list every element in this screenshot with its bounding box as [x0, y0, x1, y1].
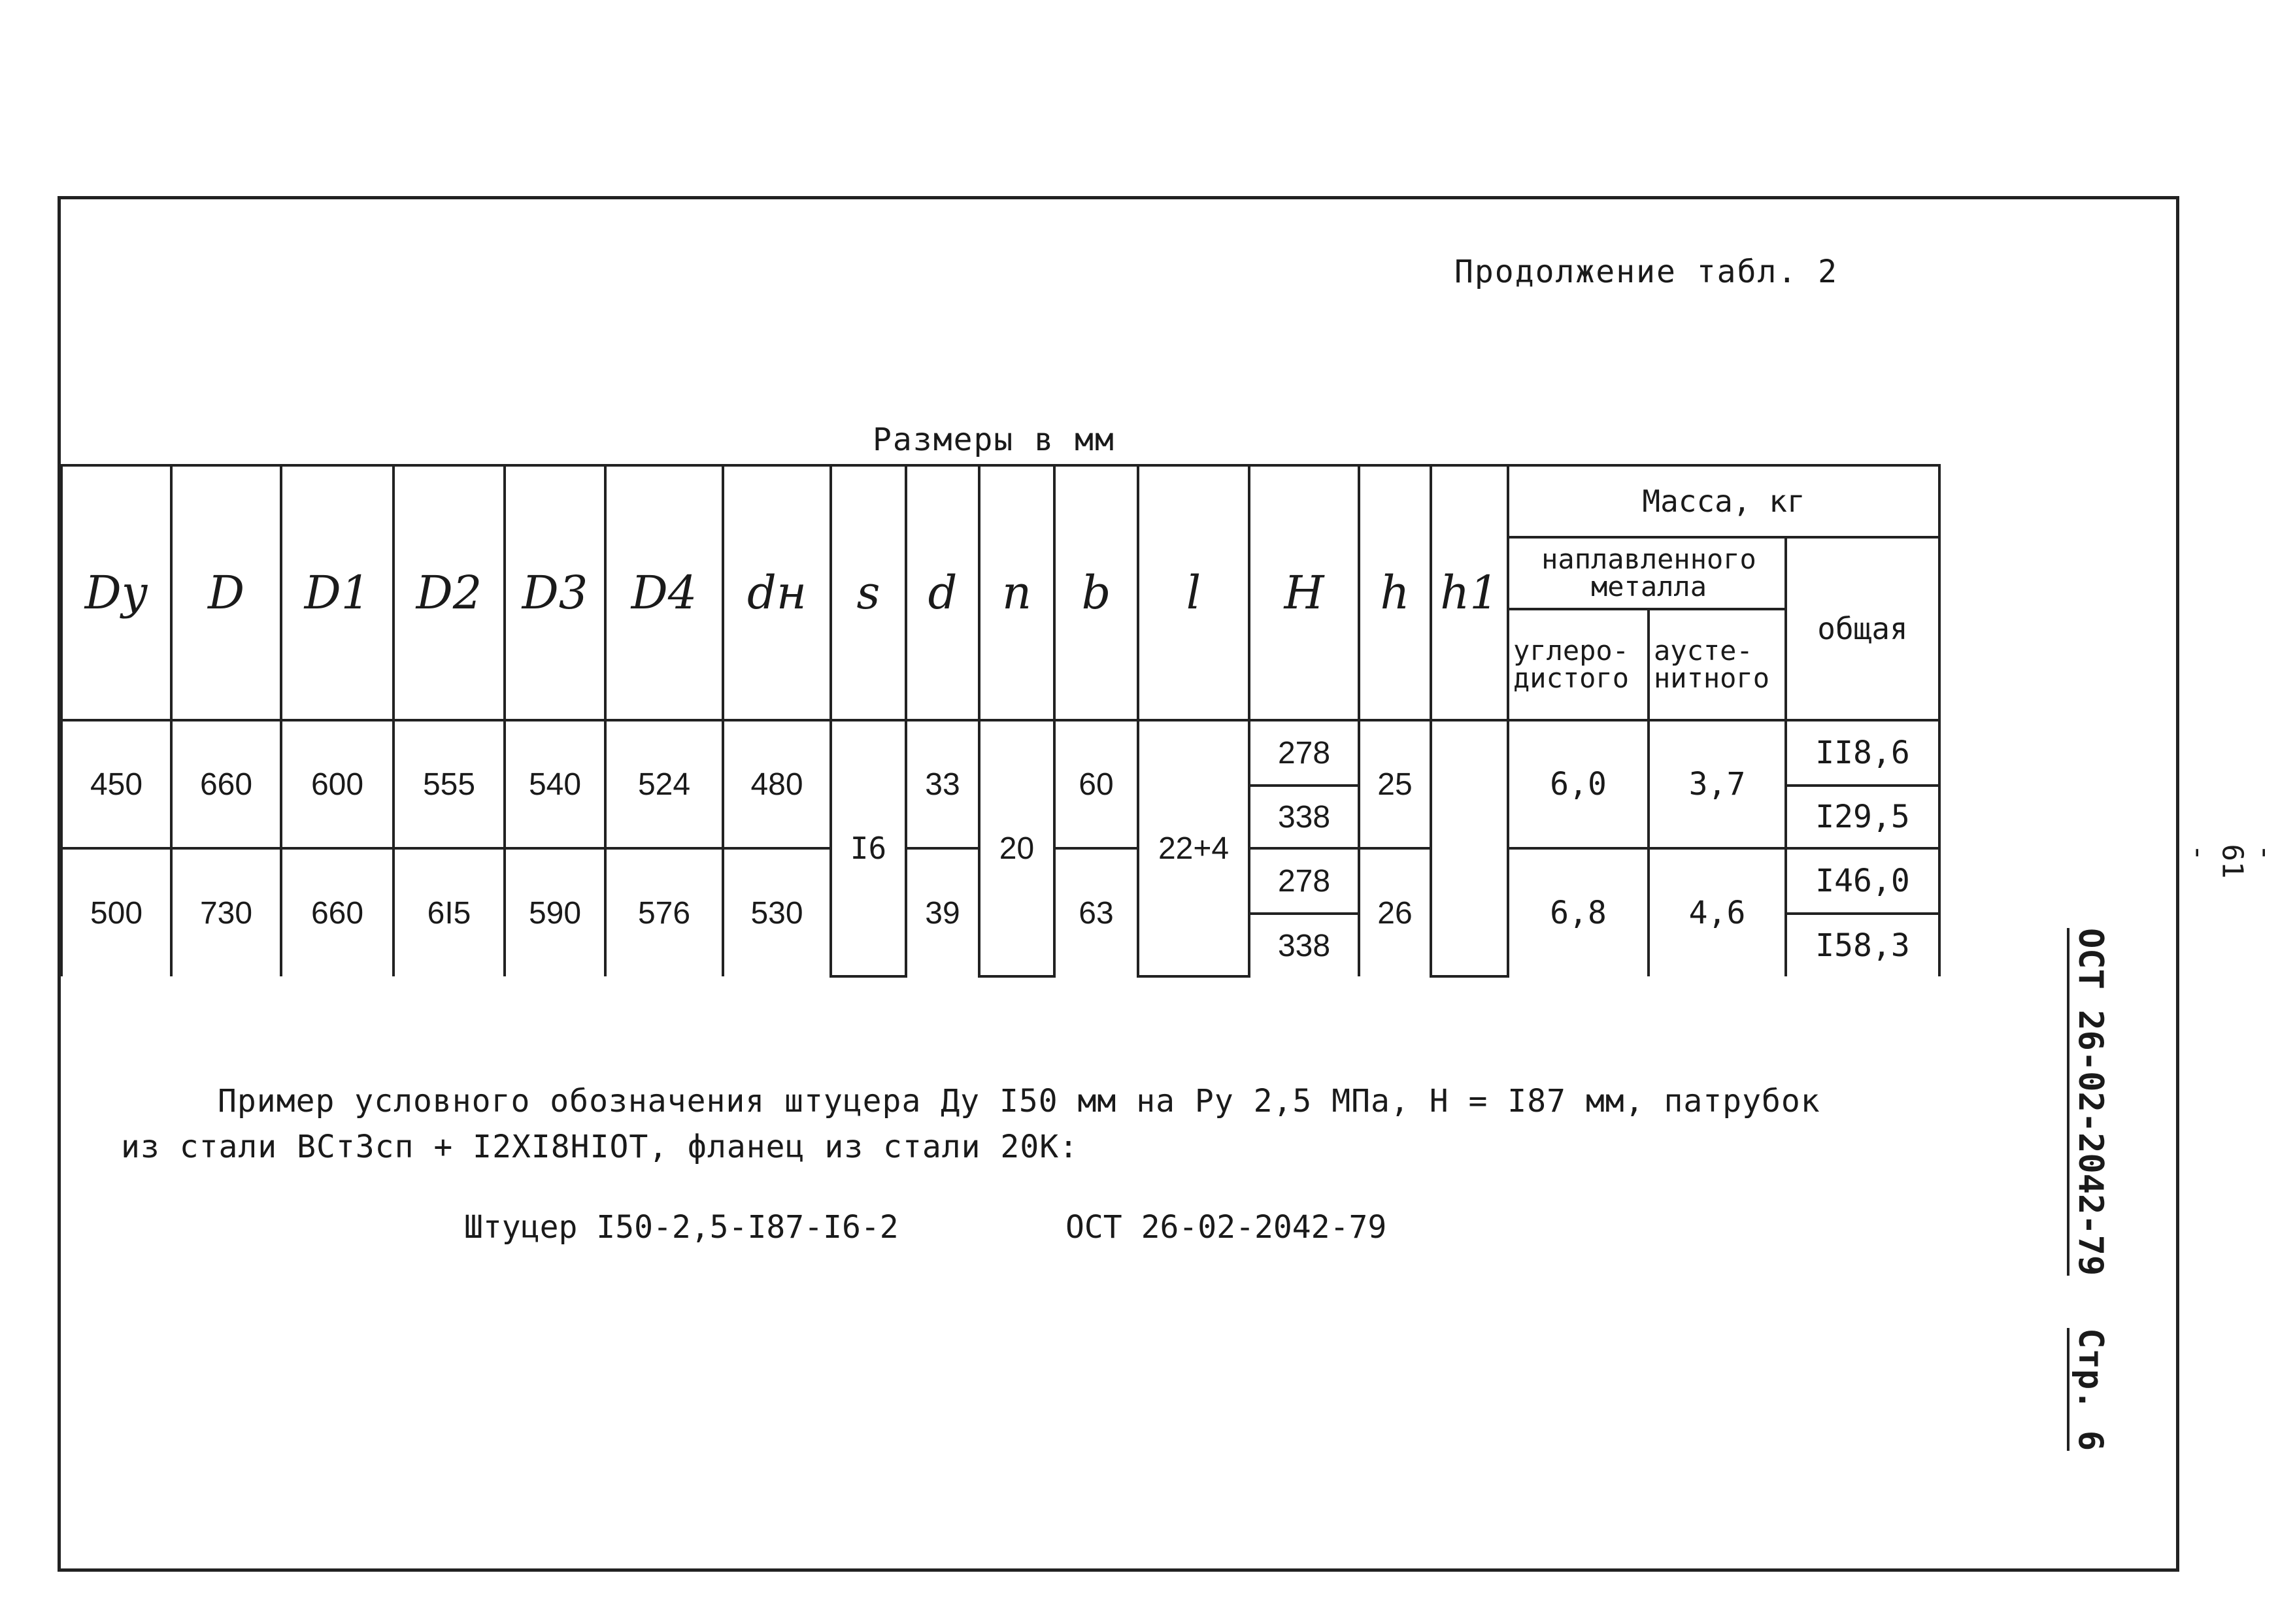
col-b: b [1054, 465, 1138, 720]
example-line-2: из стали ВСт3сп + I2XI8HIOT, фланец из стали 20К: [121, 1129, 1079, 1165]
cell-d: 33 [906, 720, 979, 848]
cell-n: 20 [979, 720, 1054, 976]
cell-D1: 600 [281, 720, 394, 848]
cell-D1: 660 [281, 848, 394, 976]
mass-header: Масса, кг [1508, 465, 1939, 537]
cell-H: 338 [1249, 786, 1359, 848]
cell-austenitic-mass: 3,7 [1649, 720, 1786, 848]
col-n: n [979, 465, 1054, 720]
cell-D4: 576 [605, 848, 723, 976]
cell-total-mass: II8,6 [1786, 720, 1939, 786]
cell-d: 39 [906, 848, 979, 976]
designation-code: Штуцер I50-2,5-I87-I6-2 [464, 1209, 899, 1246]
cell-l: 22+4 [1138, 720, 1249, 976]
col-l: l [1138, 465, 1249, 720]
col-dn: dн [723, 465, 831, 720]
cell-H: 278 [1249, 720, 1359, 786]
cell-D2: 6I5 [394, 848, 505, 976]
col-H: H [1249, 465, 1359, 720]
cell-b: 63 [1054, 848, 1138, 976]
cell-total-mass: I46,0 [1786, 848, 1939, 914]
cell-Dy: 450 [61, 720, 171, 848]
table-row [61, 720, 1939, 786]
col-h1: h1 [1431, 465, 1508, 720]
side-stamp [2059, 928, 2118, 1549]
designation-example [121, 1078, 1820, 1170]
side-page-number: Стр. 6 [2067, 1328, 2110, 1451]
cell-D2: 555 [394, 720, 505, 848]
table-continuation-label: Продолжение табл. 2 [1454, 254, 1839, 290]
designation-standard: ОСТ 26-02-2042-79 [1065, 1209, 1387, 1246]
cell-h1 [1431, 720, 1508, 976]
col-D3: D3 [505, 465, 605, 720]
page-number [2182, 814, 2283, 879]
cell-carbon-mass: 6,8 [1508, 848, 1649, 976]
cell-h: 26 [1359, 848, 1431, 976]
cell-h: 25 [1359, 720, 1431, 848]
cell-b: 60 [1054, 720, 1138, 848]
col-D2: D2 [394, 465, 505, 720]
page-number-text: - 61 - [2182, 844, 2283, 879]
carbon-steel-header: углеро-дистого [1508, 609, 1649, 720]
cell-D: 660 [171, 720, 281, 848]
cell-H: 278 [1249, 848, 1359, 914]
cell-dn: 530 [723, 848, 831, 976]
cell-carbon-mass: 6,0 [1508, 720, 1649, 848]
cell-Dy: 500 [61, 848, 171, 976]
total-mass-header: общая [1786, 537, 1939, 720]
cell-D3: 590 [505, 848, 605, 976]
cell-D4: 524 [605, 720, 723, 848]
cell-total-mass: I29,5 [1786, 786, 1939, 848]
cell-D3: 540 [505, 720, 605, 848]
cell-D: 730 [171, 848, 281, 976]
cell-H: 338 [1249, 914, 1359, 976]
col-s: s [831, 465, 906, 720]
col-d: d [906, 465, 979, 720]
cell-total-mass: I58,3 [1786, 914, 1939, 976]
example-line-1: Пример условного обозначения штуцера Ду I50 мм на Ру 2,5 МПа, Н = I87 мм, патрубок [218, 1083, 1820, 1119]
col-Dy: Dу [61, 465, 171, 720]
side-standard-number: ОСТ 26-02-2042-79 [2067, 928, 2110, 1276]
col-D4: D4 [605, 465, 723, 720]
dimensions-table [60, 464, 1941, 978]
col-D: D [171, 465, 281, 720]
cell-s: I6 [831, 720, 906, 976]
cell-austenitic-mass: 4,6 [1649, 848, 1786, 976]
col-D1: D1 [281, 465, 394, 720]
units-caption: Размеры в мм [873, 422, 1115, 458]
cell-dn: 480 [723, 720, 831, 848]
col-h: h [1359, 465, 1431, 720]
austenitic-steel-header: аусте-нитного [1649, 609, 1786, 720]
deposited-metal-header: наплавленного металла [1508, 537, 1786, 609]
